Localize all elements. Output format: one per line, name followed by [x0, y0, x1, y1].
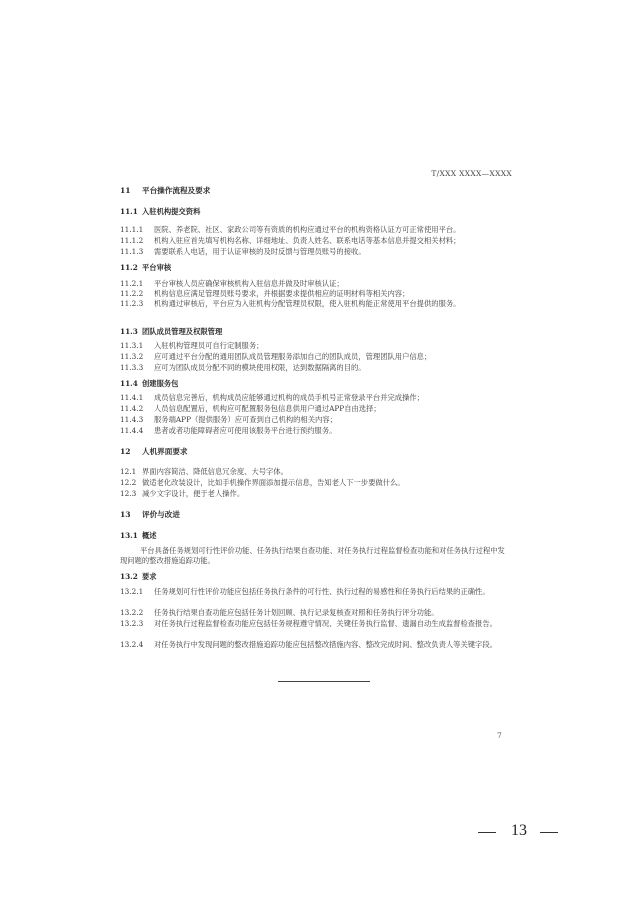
document-code: T/XXX XXXX—XXXX	[431, 169, 512, 178]
clause-13-2-4	[120, 640, 512, 650]
clause-text: 界面内容简洁、降低信息冗余度、大号字体。	[142, 467, 288, 476]
section-13-2-heading	[120, 572, 512, 582]
section-number: 11.4	[120, 379, 138, 388]
clause-text: 需要联系人电话，用于认证审核的及时反馈与管理员账号的接收。	[154, 247, 366, 256]
clause-text: 机构通过审核后，平台应为入驻机构分配管理员权限，使入驻机构能正常使用平台提供的服务。	[154, 299, 461, 308]
section-title: 创建服务包	[142, 379, 179, 388]
clause-12-1	[120, 467, 512, 477]
clause-number: 11.2.2	[120, 289, 144, 298]
outer-page-number: 13	[511, 822, 527, 839]
clause-number: 11.1.3	[120, 247, 144, 256]
clause-number: 13.2.2	[120, 608, 144, 617]
page-dash-right	[540, 832, 558, 833]
section-11-3-heading	[120, 327, 512, 337]
section-number: 13.2	[120, 572, 138, 581]
clause-number: 11.4.1	[120, 393, 144, 402]
clause-number: 11.1.1	[120, 225, 144, 234]
clause-number: 13.2.4	[120, 640, 144, 649]
clause-11-3-2	[120, 352, 512, 362]
clause-text: 成员信息完善后，机构成员应能够通过机构的成员手机号正常登录平台并完成操作；	[154, 393, 424, 402]
clause-number: 11.3.1	[120, 341, 144, 350]
clause-number: 11.4.2	[120, 404, 144, 413]
section-title: 人机界面要求	[142, 447, 188, 456]
section-13-heading	[120, 510, 512, 520]
section-number: 11	[120, 186, 131, 195]
clause-11-4-4	[120, 426, 512, 436]
section-number: 11.1	[120, 207, 138, 216]
clause-11-4-1	[120, 393, 512, 403]
clause-text: 对任务执行中发现问题的整改措施追踪功能应包括整改措施内容、整改完成时间、整改负责人等关键字段。	[154, 640, 497, 649]
clause-text: 机构信息应满足管理员账号要求，并根据要求提供相应的证明材料等相关内容；	[154, 289, 410, 298]
clause-text: 做适老化改装设计，比如手机操作界面添加提示信息，告知老人下一步要做什么。	[142, 478, 405, 487]
clause-text: 应可通过平台分配的通用团队成员管理服务添加自己的团队成员，管理团队用户信息；	[154, 352, 432, 361]
clause-text: 服务端APP（提供服务）应可查到自己机构的相关内容；	[154, 415, 337, 424]
clause-number: 11.2.1	[120, 279, 144, 288]
section-11-2-heading	[120, 263, 512, 273]
clause-11-4-2	[120, 404, 512, 414]
section-12-heading	[120, 447, 512, 457]
clause-11-1-1	[120, 225, 512, 235]
end-rule	[278, 681, 370, 682]
section-title: 入驻机构提交资料	[142, 207, 201, 216]
section-title: 评价与改进	[142, 510, 180, 519]
clause-13-2-3	[120, 619, 512, 629]
clause-number: 11.4.4	[120, 426, 144, 435]
clause-number: 11.1.2	[120, 236, 144, 245]
section-title: 平台操作流程及要求	[142, 186, 211, 195]
clause-11-2-3	[120, 299, 512, 309]
section-11-heading	[120, 186, 512, 196]
section-number: 13	[120, 510, 131, 519]
clause-text: 应可为团队成员分配不同的模块使用权限，达到数据隔离的目的。	[154, 363, 366, 372]
clause-number: 11.3.2	[120, 352, 144, 361]
clause-number: 11.2.3	[120, 299, 144, 308]
clause-text: 对任务执行过程监督检查功能应包括任务规程遵守情况、关键任务执行监督、遗漏自动生成监督检查报告。	[154, 619, 497, 628]
clause-12-2	[120, 478, 512, 488]
clause-text: 入驻机构管理员可自行定制服务；	[154, 341, 264, 350]
clause-11-2-1	[120, 279, 512, 289]
section-title: 平台审核	[142, 263, 172, 272]
clause-number: 11.4.3	[120, 415, 144, 424]
clause-number: 11.3.3	[120, 363, 144, 372]
section-13-1-heading	[120, 531, 512, 541]
clause-13-2-1	[120, 587, 512, 597]
section-11-1-heading	[120, 207, 512, 217]
section-title: 概述	[142, 531, 157, 540]
clause-text: 平台审核人员应确保审核机构入驻信息并做及时审核认证；	[154, 279, 344, 288]
clause-text: 机构入驻应首先填写机构名称、详细地址、负责人姓名、联系电话等基本信息并提交相关材料；	[154, 236, 461, 245]
clause-12-3	[120, 489, 512, 499]
clause-11-1-3	[120, 247, 512, 257]
clause-text: 任务规划可行性评价功能应包括任务执行条件的可行性、执行过程的易感性和任务执行后结果的正确性。	[154, 587, 490, 596]
clause-number: 13.2.1	[120, 587, 144, 596]
section-number: 11.2	[120, 263, 138, 272]
clause-number: 12.1	[120, 467, 137, 476]
clause-11-2-2	[120, 289, 512, 299]
clause-text: 人员信息配置后，机构应可配置服务包信息供用户通过APP自由选择；	[154, 404, 381, 413]
clause-text: 医院、养老院、社区、家政公司等有资质的机构应通过平台的机构资格认证方可正常使用平台。	[154, 225, 461, 234]
clause-11-1-2	[120, 236, 512, 246]
clause-13-1-text: 平台具备任务规划可行性评价功能、任务执行结果自查功能、对任务执行过程监督检查功能和对任务执行过程中发现问题的整改措施追踪功能。	[120, 546, 505, 565]
clause-text: 任务执行结果自查功能应包括任务计划回顾、执行记录复核查对照和任务执行评分功能。	[154, 608, 439, 617]
clause-11-4-3	[120, 415, 512, 425]
section-number: 11.3	[120, 327, 138, 336]
section-title: 要求	[142, 572, 157, 581]
section-number: 12	[120, 447, 131, 456]
clause-number: 13.2.3	[120, 619, 144, 628]
clause-text: 减少文字设计，便于老人操作。	[142, 489, 245, 498]
clause-number: 12.2	[120, 478, 137, 487]
section-title: 团队成员管理及权限管理	[142, 327, 223, 336]
clause-11-3-1	[120, 341, 512, 351]
page-dash-left	[478, 832, 496, 833]
clause-11-3-3	[120, 363, 512, 373]
section-11-4-heading	[120, 379, 512, 389]
clause-number: 12.3	[120, 489, 137, 498]
outer-page-number-block	[478, 822, 558, 842]
clause-13-2-2	[120, 608, 512, 618]
section-number: 13.1	[120, 531, 138, 540]
clause-text: 患者或者功能障碍者应可使用该服务平台进行预约服务。	[154, 426, 337, 435]
inner-page-number: 7	[497, 731, 502, 740]
